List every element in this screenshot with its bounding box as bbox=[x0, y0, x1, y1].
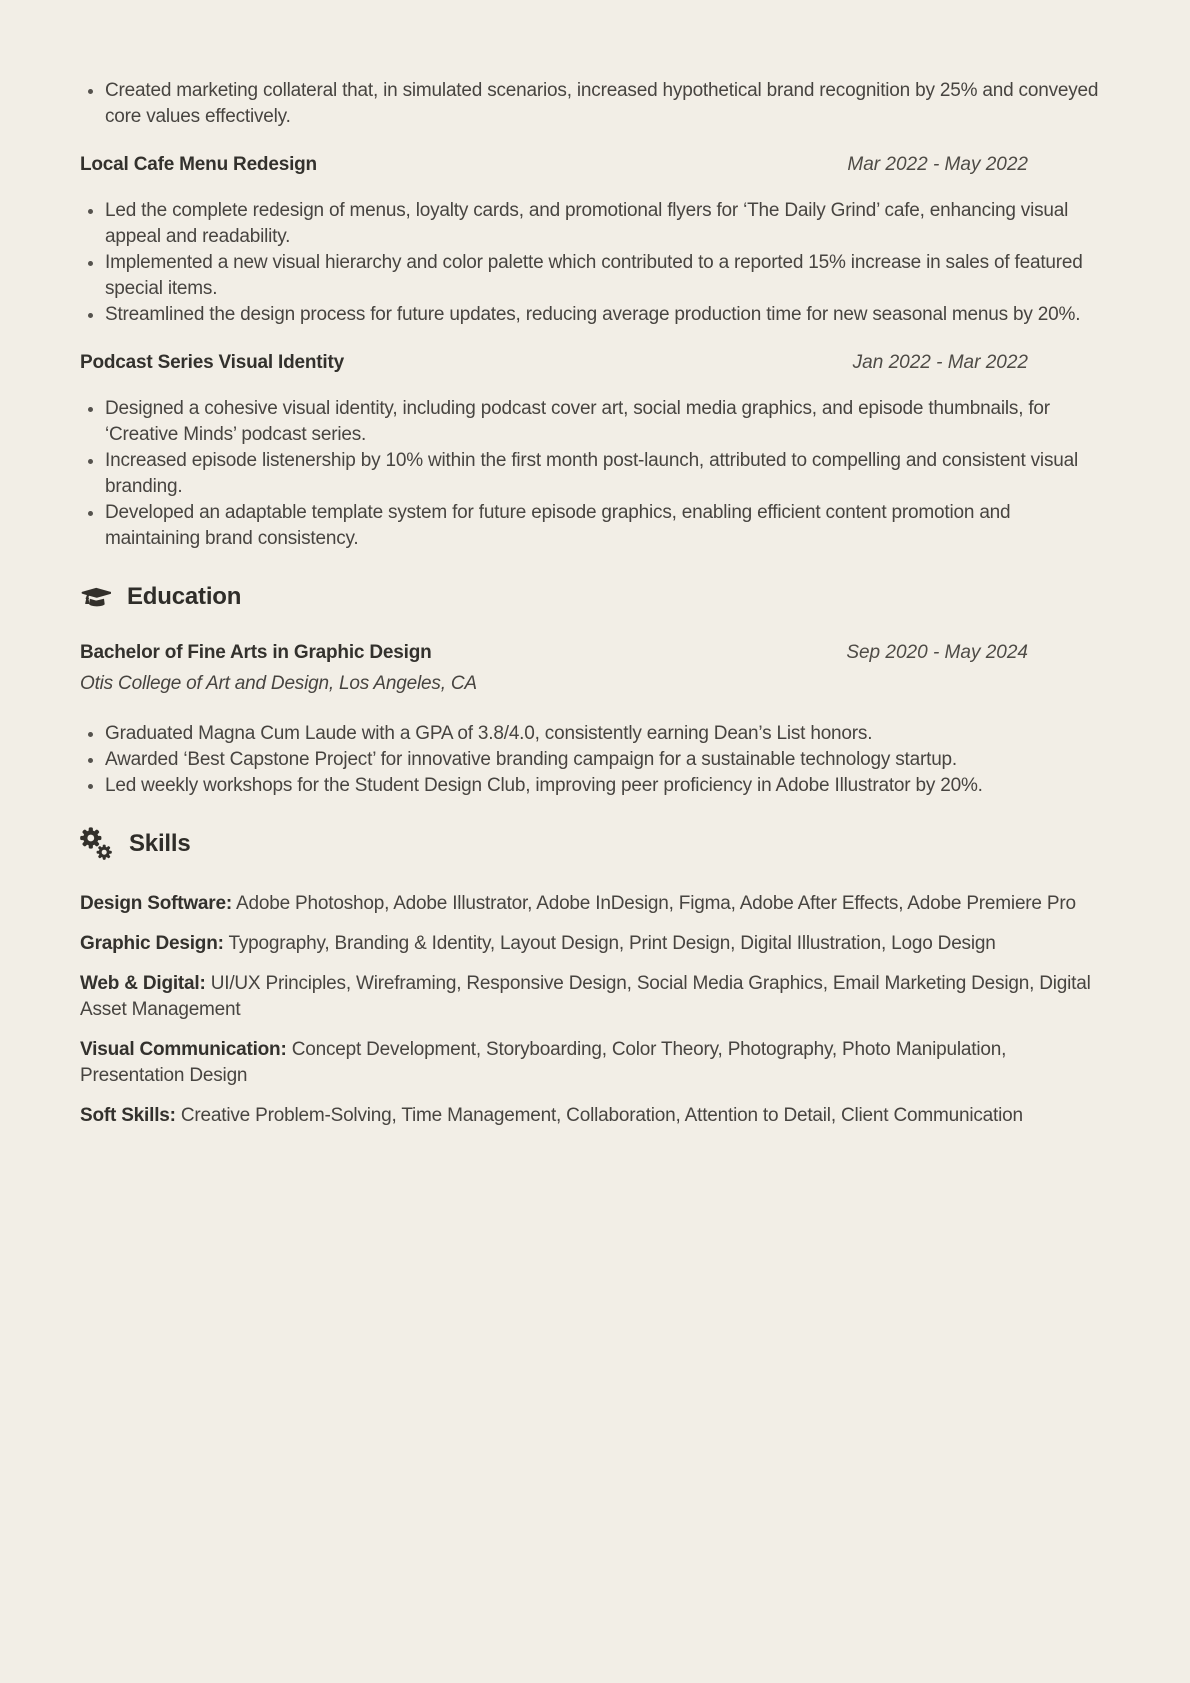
bullet-item: Implemented a new visual hierarchy and color palette which contributed to a reported 15% increase in sales of featured special items. bbox=[80, 250, 1110, 302]
bullet-item: Led weekly workshops for the Student Design Club, improving peer proficiency in Adobe Illustrator by 20%. bbox=[80, 773, 1110, 799]
bullet-item: Designed a cohesive visual identity, including podcast cover art, social media graphics, and episode thumbnails, for ‘Creative Minds’ podcast series. bbox=[80, 396, 1110, 448]
bullet-item: Awarded ‘Best Capstone Project’ for innovative branding campaign for a sustainable technology startup. bbox=[80, 747, 1110, 773]
skill-category-label: Design Software: bbox=[80, 893, 232, 914]
education-section-header bbox=[80, 580, 1110, 614]
bullet-item: Created marketing collateral that, in simulated scenarios, increased hypothetical brand recognition by 25% and conveyed core values effectively. bbox=[80, 78, 1110, 130]
job-bullet-list bbox=[80, 198, 1110, 328]
job-bullet-list bbox=[80, 396, 1110, 552]
job-header bbox=[80, 154, 1110, 176]
school-name: Otis College of Art and Design, Los Angeles, CA bbox=[80, 673, 477, 694]
section-title: Education bbox=[127, 583, 242, 610]
job-dates: Jan 2022 - Mar 2022 bbox=[852, 352, 1028, 373]
skill-category-items: Adobe Photoshop, Adobe Illustrator, Adobe InDesign, Figma, Adobe After Effects, Adobe Premiere Pro bbox=[236, 893, 1076, 914]
bullet-item: Increased episode listenership by 10% within the first month post-launch, attributed to compelling and consistent visual branding. bbox=[80, 448, 1110, 500]
degree-dates: Sep 2020 - May 2024 bbox=[846, 642, 1028, 663]
degree-header bbox=[80, 642, 1110, 664]
bullet-item: Streamlined the design process for future updates, reducing average production time for new seasonal menus by 20%. bbox=[80, 302, 1110, 328]
skill-category bbox=[80, 1037, 1110, 1089]
skill-category bbox=[80, 931, 1110, 957]
skill-category-items: Creative Problem-Solving, Time Management, Collaboration, Attention to Detail, Client Communication bbox=[180, 1105, 1023, 1126]
skill-category-items: Typography, Branding & Identity, Layout Design, Print Design, Digital Illustration, Logo Design bbox=[228, 933, 996, 954]
graduation-cap-icon bbox=[80, 585, 111, 610]
job-dates: Mar 2022 - May 2022 bbox=[847, 154, 1028, 175]
experience-carryover-bullets bbox=[80, 78, 1110, 130]
skill-category-label: Web & Digital: bbox=[80, 973, 206, 994]
skill-category-label: Visual Communication: bbox=[80, 1039, 287, 1060]
skill-category-items: UI/UX Principles, Wireframing, Responsive Design, Social Media Graphics, Email Marketing Design, Digital Asset Management bbox=[80, 973, 1091, 1020]
skill-category-items: Concept Development, Storyboarding, Color Theory, Photography, Photo Manipulation, Presentation Design bbox=[80, 1039, 1007, 1086]
section-title: Skills bbox=[129, 830, 191, 857]
bullet-item: Led the complete redesign of menus, loyalty cards, and promotional flyers for ‘The Daily Grind’ cafe, enhancing visual appeal and readability. bbox=[80, 198, 1110, 250]
skill-category bbox=[80, 1103, 1110, 1129]
degree-title: Bachelor of Fine Arts in Graphic Design bbox=[80, 642, 432, 663]
gears-icon bbox=[80, 827, 113, 861]
bullet-item: Graduated Magna Cum Laude with a GPA of 3.8/4.0, consistently earning Dean’s List honors. bbox=[80, 721, 1110, 747]
skills-section-header bbox=[80, 827, 1110, 861]
job-title: Local Cafe Menu Redesign bbox=[80, 154, 317, 175]
skill-category-label: Graphic Design: bbox=[80, 933, 224, 954]
skill-category-label: Soft Skills: bbox=[80, 1105, 176, 1126]
education-bullet-list bbox=[80, 721, 1110, 799]
job-header bbox=[80, 352, 1110, 374]
skill-category bbox=[80, 971, 1110, 1023]
skill-category bbox=[80, 891, 1110, 917]
job-title: Podcast Series Visual Identity bbox=[80, 352, 344, 373]
bullet-item: Developed an adaptable template system for future episode graphics, enabling efficient content promotion and maintaining brand consistency. bbox=[80, 500, 1110, 552]
